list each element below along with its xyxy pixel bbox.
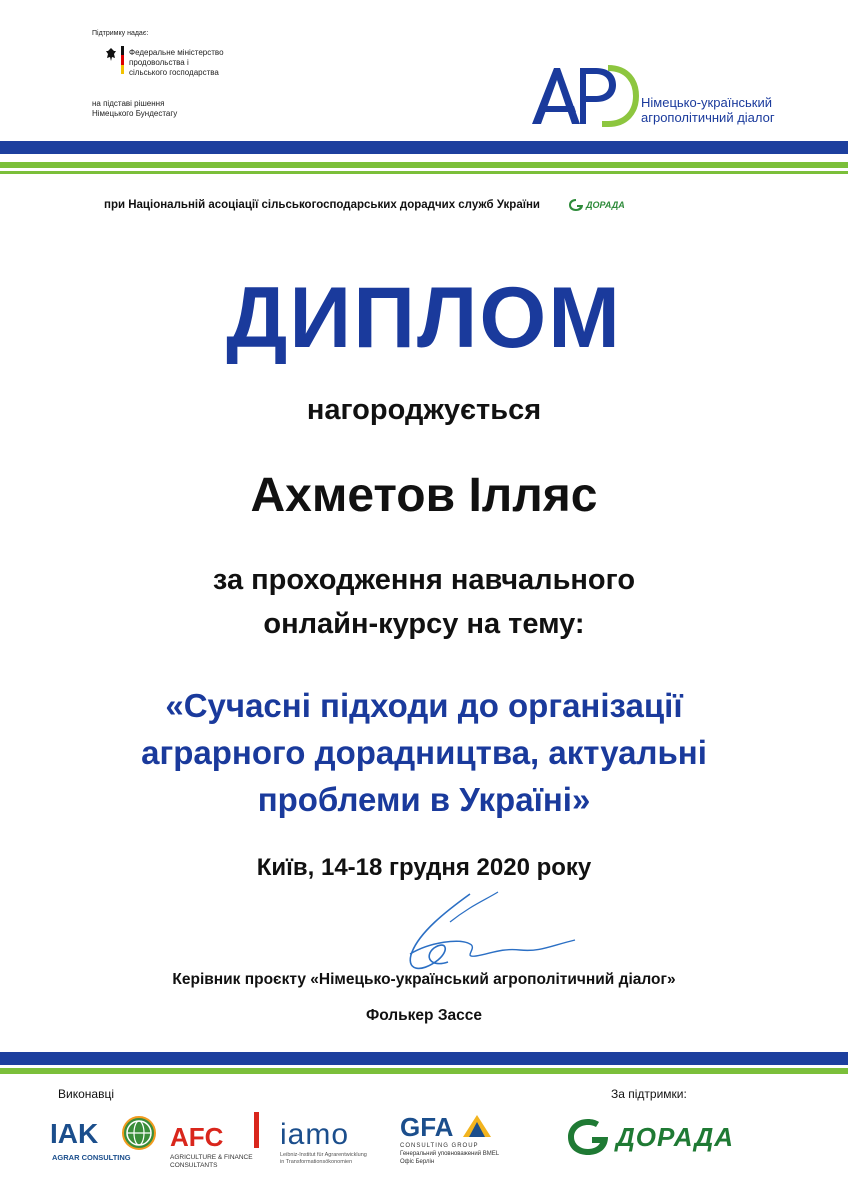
- awarded-text: нагороджується: [306, 394, 542, 426]
- german-flag-bar: [121, 46, 124, 74]
- iamo-sub: Leibniz-Institut für Agrarentwicklung in Transformationsökonomien: [280, 1152, 367, 1165]
- top-band-blue: [0, 141, 848, 154]
- dorada-logo: [566, 1115, 746, 1159]
- ministry-name: Федеральне міністерство продовольства і сільського господарства: [129, 48, 224, 77]
- top-band-green-thin: [0, 171, 848, 174]
- iak-logo: [50, 1112, 162, 1162]
- association-line: при Національній асоціації сільськогосподарських дорадчих служб України: [104, 199, 540, 211]
- support-label-footer: За підтримки:: [611, 1087, 687, 1101]
- gfa-sub: CONSULTING GROUP Генеральний уповноважений BMEL Офіс Берлін: [400, 1143, 500, 1165]
- dorada-text: ДОРАДА: [616, 1121, 734, 1152]
- gfa-name: GFA: [400, 1112, 454, 1142]
- signatory-title: Керівник проєкту «Німецько-український агрополітичний діалог»: [172, 971, 676, 988]
- dorada-swirl-icon: [568, 198, 584, 212]
- afc-logo: [170, 1112, 270, 1172]
- bottom-band-green: [0, 1068, 848, 1074]
- place-date: Київ, 14-18 грудня 2020 року: [256, 854, 592, 881]
- top-band-white: [0, 154, 848, 162]
- bottom-band-blue: [0, 1052, 848, 1065]
- reason-text: за проходження навчального онлайн-курсу на тему:: [212, 564, 636, 640]
- iak-sub: AGRAR CONSULTING: [52, 1153, 131, 1162]
- diploma-title: ДИПЛОМ: [226, 270, 622, 366]
- globe-icon: [122, 1116, 156, 1150]
- afc-bar: [254, 1112, 259, 1148]
- apd-logo: [530, 62, 640, 128]
- course-title: «Сучасні підходи до організації аграрного дорадництва, актуальні проблеми в Україні»: [141, 687, 707, 818]
- iamo-name: iamo: [280, 1118, 350, 1151]
- afc-name: AFC: [170, 1122, 224, 1152]
- gfa-logo: [400, 1110, 510, 1172]
- dorada-swirl-icon-large: [566, 1117, 610, 1157]
- eagle-emblem-icon: [104, 46, 118, 68]
- bundestag-decision: на підставі рішення Німецького Бундестагу: [92, 99, 178, 118]
- signatory-name: Фолькер Зассе: [365, 1007, 483, 1024]
- top-band-green: [0, 162, 848, 168]
- iamo-logo: [280, 1118, 390, 1174]
- executors-label: Виконавці: [58, 1087, 114, 1101]
- recipient-name: Ахметов Ілляс: [250, 469, 598, 522]
- gfa-triangle-icon: [462, 1114, 492, 1143]
- dorada-small-text: ДОРАДА: [586, 200, 625, 210]
- dorada-small-logo: [568, 198, 625, 212]
- support-label: Підтримку надає:: [92, 30, 149, 37]
- apd-name: Німецько-український агрополітичний діалог: [641, 95, 775, 125]
- afc-sub: AGRICULTURE & FINANCE CONSULTANTS: [170, 1154, 253, 1169]
- iak-name: IAK: [50, 1118, 99, 1149]
